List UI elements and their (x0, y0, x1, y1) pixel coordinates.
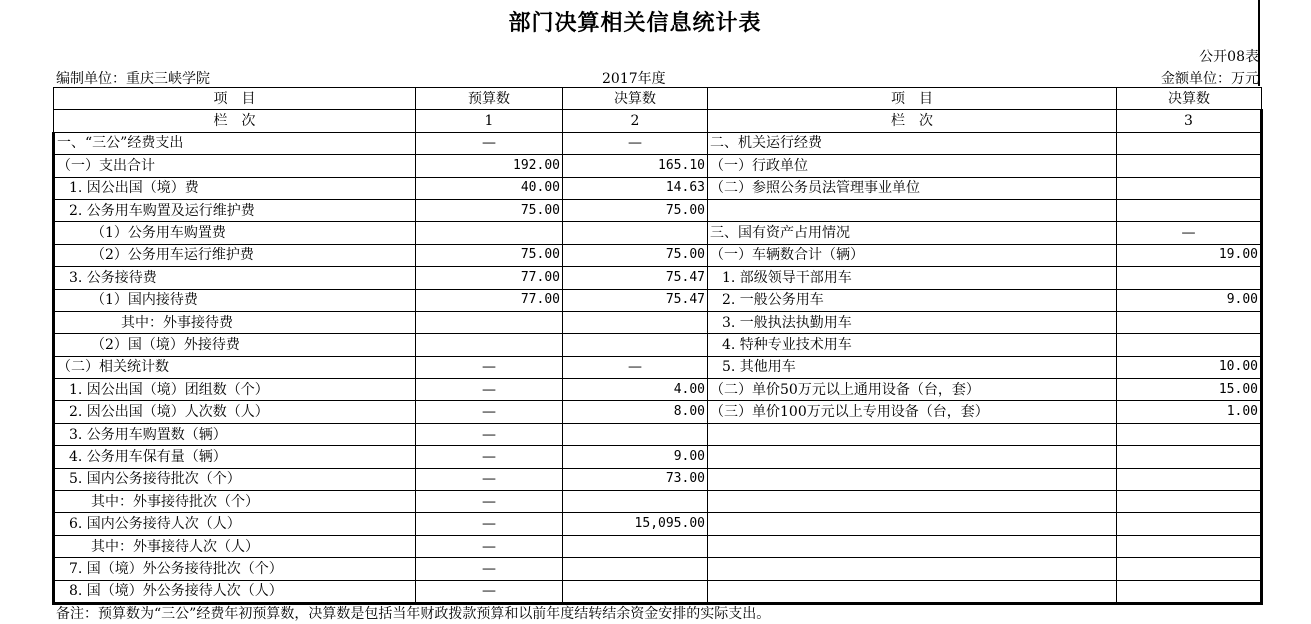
row-item-label: 7. 国（境）外公务接待批次（个） (54, 558, 416, 580)
row-item-label: 2. 因公出国（境）人次数（人） (54, 401, 416, 423)
table-row (54, 222, 1262, 244)
row-budget-value: — (416, 513, 563, 535)
row-item-label-2: （一）车辆数合计（辆） (708, 244, 1117, 266)
row-item-label: 5. 国内公务接待批次（个） (54, 468, 416, 490)
row-budget-value (416, 334, 563, 356)
row-actual-value: 14.63 (563, 177, 708, 199)
row-item-label-2 (708, 491, 1117, 513)
stats-table (52, 87, 1263, 605)
amount-unit: 金额单位：万元 (1161, 71, 1259, 87)
table-row (54, 132, 1262, 154)
row-item-label: （1）国内接待费 (54, 289, 416, 311)
row-actual-value: — (563, 356, 708, 378)
row-actual-value (563, 535, 708, 557)
row-budget-value: — (416, 379, 563, 401)
row-item-label-2: （二）单价50万元以上通用设备（台，套） (708, 379, 1117, 401)
row-actual-value-2 (1117, 468, 1262, 490)
form-code: 公开08表 (1199, 49, 1259, 65)
row-actual-value (563, 423, 708, 445)
row-item-label-2: 2. 一般公务用车 (708, 289, 1117, 311)
row-item-label: （2）国（境）外接待费 (54, 334, 416, 356)
table-row (54, 558, 1262, 580)
col-label-2: 栏 次 (708, 110, 1117, 132)
row-actual-value-2 (1117, 311, 1262, 333)
row-item-label-2 (708, 446, 1117, 468)
col-num-2: 2 (563, 110, 708, 132)
row-item-label: （1）公务用车购置费 (54, 222, 416, 244)
row-actual-value (563, 580, 708, 603)
row-item-label: （一）支出合计 (54, 155, 416, 177)
row-item-label: （二）相关统计数 (54, 356, 416, 378)
table-row (54, 535, 1262, 557)
row-actual-value: 75.47 (563, 289, 708, 311)
col-num-1: 1 (416, 110, 563, 132)
row-actual-value: 75.00 (563, 199, 708, 221)
row-budget-value: — (416, 401, 563, 423)
header-item-2: 项 目 (708, 88, 1117, 110)
table-row (54, 513, 1262, 535)
table-row (54, 244, 1262, 266)
row-actual-value: 75.00 (563, 244, 708, 266)
table-row (54, 379, 1262, 401)
row-budget-value: — (416, 356, 563, 378)
row-budget-value: — (416, 446, 563, 468)
row-budget-value: — (416, 423, 563, 445)
table-row (54, 267, 1262, 289)
row-actual-value-2 (1117, 580, 1262, 603)
row-actual-value-2 (1117, 132, 1262, 154)
row-actual-value-2 (1117, 199, 1262, 221)
row-actual-value (563, 558, 708, 580)
row-actual-value: 9.00 (563, 446, 708, 468)
table-header-row (54, 88, 1262, 110)
row-item-label: 其中：外事接待费 (54, 311, 416, 333)
table-row (54, 491, 1262, 513)
table-row (54, 177, 1262, 199)
row-budget-value: — (416, 558, 563, 580)
row-actual-value-2 (1117, 446, 1262, 468)
row-budget-value: — (416, 468, 563, 490)
row-actual-value (563, 311, 708, 333)
row-actual-value-2: 10.00 (1117, 356, 1262, 378)
row-actual-value-2: — (1117, 222, 1262, 244)
row-actual-value (563, 222, 708, 244)
row-item-label: 1. 因公出国（境）费 (54, 177, 416, 199)
col-num-3: 3 (1117, 110, 1262, 132)
row-budget-value: 75.00 (416, 199, 563, 221)
row-actual-value-2 (1117, 491, 1262, 513)
footnote: 备注：预算数为“三公”经费年初预算数，决算数是包括当年财政拨款预算和以前年度结转结余资金安排的实际支出。 (56, 606, 771, 622)
report-year: 2017年度 (602, 71, 666, 87)
row-actual-value-2 (1117, 155, 1262, 177)
table-row (54, 401, 1262, 423)
row-actual-value: — (563, 132, 708, 154)
row-item-label: 3. 公务接待费 (54, 267, 416, 289)
row-actual-value: 8.00 (563, 401, 708, 423)
row-actual-value-2: 9.00 (1117, 289, 1262, 311)
row-budget-value (416, 222, 563, 244)
row-actual-value-2: 19.00 (1117, 244, 1262, 266)
row-item-label: 4. 公务用车保有量（辆） (54, 446, 416, 468)
row-item-label-2: 4. 特种专业技术用车 (708, 334, 1117, 356)
table-row (54, 580, 1262, 603)
table-row (54, 155, 1262, 177)
row-item-label-2 (708, 199, 1117, 221)
row-item-label-2 (708, 513, 1117, 535)
row-actual-value-2 (1117, 177, 1262, 199)
row-item-label-2 (708, 558, 1117, 580)
header-item: 项 目 (54, 88, 416, 110)
stats-table-container (52, 87, 1260, 605)
table-row (54, 334, 1262, 356)
row-budget-value: — (416, 132, 563, 154)
row-budget-value (416, 311, 563, 333)
row-actual-value: 75.47 (563, 267, 708, 289)
row-budget-value: 192.00 (416, 155, 563, 177)
col-label: 栏 次 (54, 110, 416, 132)
row-budget-value: — (416, 535, 563, 557)
column-number-row (54, 110, 1262, 132)
report-title: 部门决算相关信息统计表 (508, 11, 762, 36)
header-actual: 决算数 (563, 88, 708, 110)
row-item-label: 2. 公务用车购置及运行维护费 (54, 199, 416, 221)
row-actual-value: 165.10 (563, 155, 708, 177)
table-row (54, 311, 1262, 333)
row-actual-value-2 (1117, 423, 1262, 445)
row-actual-value-2 (1117, 535, 1262, 557)
table-row (54, 468, 1262, 490)
row-item-label: 1. 因公出国（境）团组数（个） (54, 379, 416, 401)
row-item-label-2 (708, 535, 1117, 557)
row-item-label: 一、“三公”经费支出 (54, 132, 416, 154)
row-item-label-2: 3. 一般执法执勤用车 (708, 311, 1117, 333)
row-item-label: 3. 公务用车购置数（辆） (54, 423, 416, 445)
header-budget: 预算数 (416, 88, 563, 110)
row-actual-value-2 (1117, 334, 1262, 356)
row-budget-value: 40.00 (416, 177, 563, 199)
row-item-label-2 (708, 468, 1117, 490)
organization-label: 编制单位：重庆三峡学院 (56, 71, 210, 87)
row-actual-value (563, 491, 708, 513)
row-actual-value (563, 334, 708, 356)
table-row (54, 356, 1262, 378)
row-item-label: 8. 国（境）外公务接待人次（人） (54, 580, 416, 603)
row-item-label: 其中：外事接待人次（人） (54, 535, 416, 557)
row-item-label-2 (708, 423, 1117, 445)
table-row (54, 423, 1262, 445)
table-row (54, 199, 1262, 221)
row-actual-value-2: 1.00 (1117, 401, 1262, 423)
row-actual-value: 15,095.00 (563, 513, 708, 535)
row-budget-value: 77.00 (416, 267, 563, 289)
row-item-label-2: （二）参照公务员法管理事业单位 (708, 177, 1117, 199)
row-item-label-2: 三、国有资产占用情况 (708, 222, 1117, 244)
row-actual-value-2 (1117, 558, 1262, 580)
row-budget-value: — (416, 580, 563, 603)
table-row (54, 446, 1262, 468)
row-item-label-2: （一）行政单位 (708, 155, 1117, 177)
row-item-label: 其中：外事接待批次（个） (54, 491, 416, 513)
row-item-label-2: （三）单价100万元以上专用设备（台，套） (708, 401, 1117, 423)
row-actual-value: 73.00 (563, 468, 708, 490)
table-row (54, 289, 1262, 311)
row-actual-value: 4.00 (563, 379, 708, 401)
row-item-label: 6. 国内公务接待人次（人） (54, 513, 416, 535)
table-body (54, 132, 1262, 603)
row-budget-value: — (416, 491, 563, 513)
header-actual-2: 决算数 (1117, 88, 1262, 110)
row-budget-value: 75.00 (416, 244, 563, 266)
row-item-label-2: 1. 部级领导干部用车 (708, 267, 1117, 289)
row-item-label-2: 5. 其他用车 (708, 356, 1117, 378)
row-item-label-2 (708, 580, 1117, 603)
row-budget-value: 77.00 (416, 289, 563, 311)
row-actual-value-2 (1117, 513, 1262, 535)
row-item-label-2: 二、机关运行经费 (708, 132, 1117, 154)
row-actual-value-2 (1117, 267, 1262, 289)
row-item-label: （2）公务用车运行维护费 (54, 244, 416, 266)
row-actual-value-2: 15.00 (1117, 379, 1262, 401)
